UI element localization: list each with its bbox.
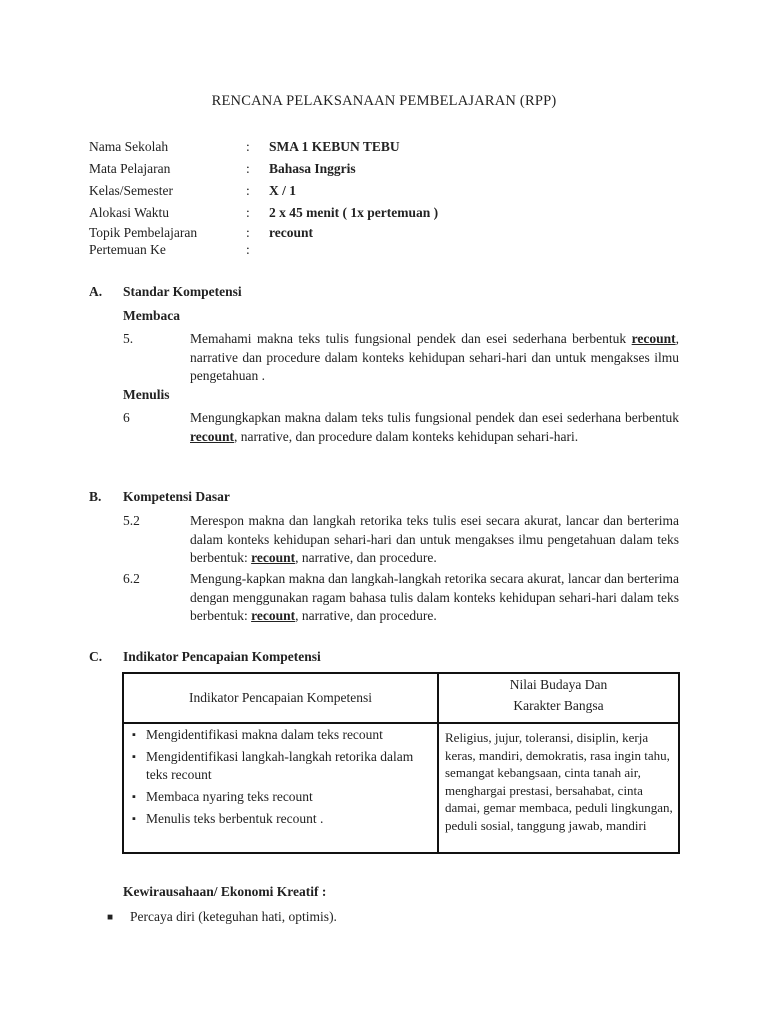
info-label: Kelas/Semester [89, 183, 173, 198]
section-c-letter: C. [89, 649, 103, 664]
indikator-list [124, 724, 437, 828]
info-label: Topik Pembelajaran [89, 224, 198, 240]
info-row-kelas-semester [89, 180, 438, 202]
list-item: ▪ Membaca nyaring teks recount [132, 788, 433, 806]
section-a-letter: A. [89, 284, 103, 299]
info-label: Alokasi Waktu [89, 205, 170, 220]
info-row-pertemuan [89, 241, 438, 258]
info-value: recount [269, 224, 313, 240]
info-colon: : [246, 205, 250, 220]
menulis-label: Menulis [123, 387, 170, 402]
indikator-table [122, 672, 680, 854]
info-colon: : [246, 224, 250, 240]
sk-text-pre: Memahami makna teks tulis fungsional pendek dan esei sederhana berbentuk [190, 331, 627, 346]
sk-text-menulis [190, 409, 679, 446]
kd-number: 6.2 [123, 571, 140, 586]
list-item: ▪ Mengidentifikasi makna dalam teks recount [132, 726, 433, 744]
sk-text-membaca [190, 330, 679, 386]
section-c-heading: Indikator Pencapaian Kompetensi [123, 649, 321, 664]
document-title: RENCANA PELAKSANAAN PEMBELAJARAN (RPP) [211, 93, 557, 109]
membaca-label: Membaca [123, 308, 180, 323]
keyword-recount: recount [190, 428, 234, 444]
list-item: ▪ Menulis teks berbentuk recount . [132, 810, 433, 828]
info-colon: : [246, 161, 250, 176]
kd-text-pre: Mengung-kapkan makna dan langkah-langkah retorika secara akurat, lancar dan berterima dengan menggunakan ragam bahasa tulis dalam konteks kehidupan sehari-hari dalam teks berbentuk: [190, 571, 679, 623]
kd-text-post: , narrative, dan procedure. [295, 550, 437, 565]
kd-number: 5.2 [123, 513, 140, 528]
info-colon: : [246, 241, 250, 257]
nilai-cell [438, 723, 679, 853]
table-header-indikator: Indikator Pencapaian Kompetensi [123, 673, 438, 723]
table-header-nilai [438, 673, 679, 723]
info-colon: : [246, 139, 250, 154]
identity-block [89, 136, 438, 258]
keyword-recount: recount [631, 331, 676, 346]
info-row-alokasi-waktu [89, 202, 438, 224]
table-header-row [123, 673, 679, 723]
info-row-mata-pelajaran [89, 158, 438, 180]
section-a-heading: Standar Kompetensi [123, 284, 242, 299]
info-value: 2 x 45 menit ( 1x pertemuan ) [269, 205, 439, 220]
kd-text [190, 570, 679, 626]
list-item: ▪ Mengidentifikasi langkah-langkah retorika dalam teks recount [132, 748, 433, 784]
sk-text-post: , narrative, dan procedure dalam konteks kehidupan sehari-hari. [234, 428, 579, 444]
list-item [107, 909, 337, 927]
kd-text [190, 512, 679, 568]
header-line: Nilai Budaya Dan [509, 677, 608, 692]
keyword-recount: recount [251, 608, 296, 623]
info-row-nama-sekolah [89, 136, 438, 158]
info-label: Pertemuan Ke [89, 241, 166, 257]
keyword-recount: recount [251, 550, 296, 565]
info-label: Mata Pelajaran [89, 161, 171, 176]
sk-number-5: 5. [123, 331, 134, 346]
square-bullet-icon: ■ [107, 912, 114, 923]
kewirausahaan-bullet-text: Percaya diri (keteguhan hati, optimis). [130, 909, 337, 924]
sk-number-6: 6 [123, 410, 130, 425]
info-colon: : [246, 183, 250, 198]
info-label: Nama Sekolah [89, 139, 169, 154]
sk-text-pre: Mengungkapkan makna dalam teks tulis fungsional pendek dan esei sederhana berbentuk [190, 410, 679, 425]
section-b-letter: B. [89, 489, 102, 504]
nilai-text: Religius, jujur, toleransi, disiplin, kerja keras, mandiri, demokratis, rasa ingin tahu, semangat kebangsaan, cinta tanah air, menghargai prestasi, bersahabat, cinta damai, gemar membaca, peduli lingkungan, peduli sosial, tanggung jawab, mandiri [445, 730, 673, 833]
header-line: Karakter Bangsa [513, 698, 604, 713]
info-value: Bahasa Inggris [269, 161, 356, 176]
info-row-topik [89, 224, 438, 241]
kd-text-post: , narrative, dan procedure. [295, 608, 437, 623]
section-b-heading: Kompetensi Dasar [123, 489, 230, 504]
info-value: X / 1 [269, 183, 296, 198]
table-row [123, 723, 679, 853]
kd-text-pre: Merespon makna dan langkah retorika teks tulis esei secara akurat, lancar dan berterima dalam konteks kehidupan sehari-hari dan untuk mengakses ilmu pengetahuan dalam teks berbentuk: [190, 513, 679, 565]
sk-text-post: , narrative dan procedure dalam konteks kehidupan sehari-hari dan untuk mengakses ilmu pengetahuan . [190, 331, 680, 383]
info-value: SMA 1 KEBUN TEBU [269, 139, 400, 154]
indikator-cell [123, 723, 438, 853]
kewirausahaan-heading: Kewirausahaan/ Ekonomi Kreatif : [123, 884, 327, 899]
